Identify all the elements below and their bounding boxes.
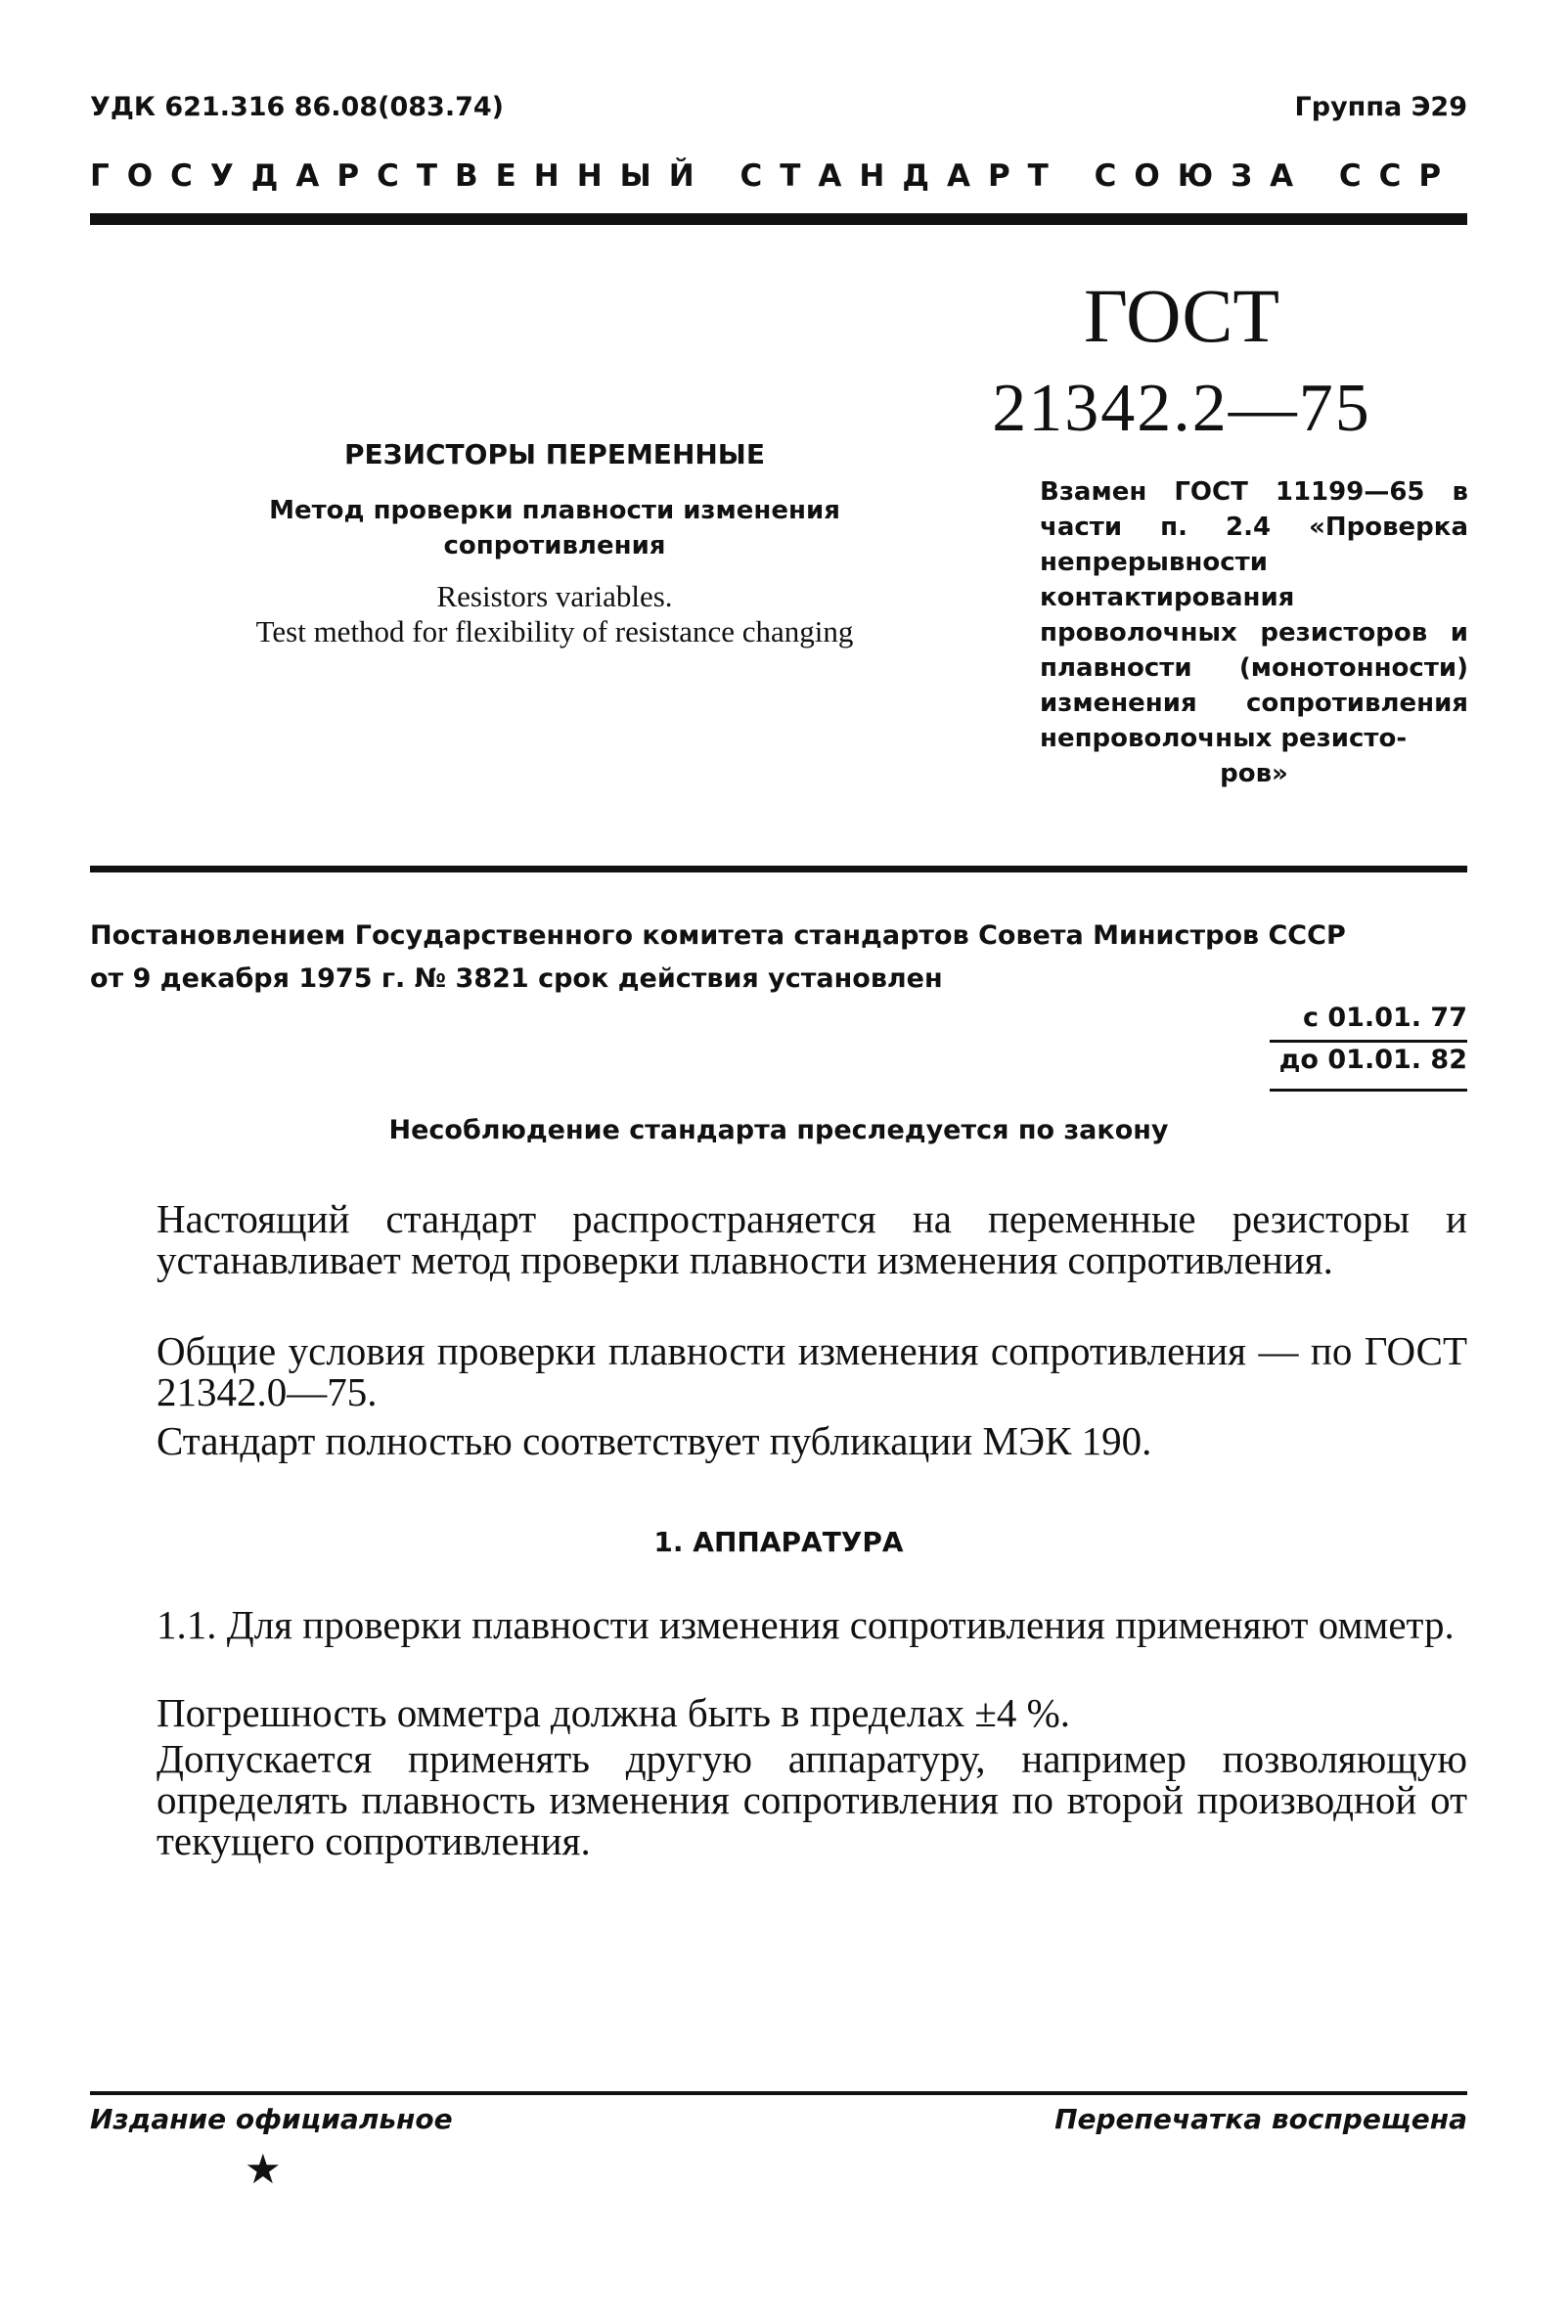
official-edition-label: Издание официальное — [90, 2103, 453, 2135]
gost-number: 21342.2—75 — [992, 371, 1371, 446]
section-paragraph-2: Погрешность омметра должна быть в пределах ±4 %. — [157, 1690, 1070, 1735]
reprint-prohibited-label: Перепечатка воспрещена — [1054, 2103, 1467, 2135]
gost-label: ГОСТ — [1083, 273, 1280, 358]
state-standard-heading: ГОСУДАРСТВЕННЫЙ СТАНДАРТ СОЮЗА ССР — [90, 158, 1459, 194]
footer-rule — [90, 2091, 1467, 2095]
decree-line-2: от 9 декабря 1975 г. № 3821 срок действия установлен — [90, 963, 943, 994]
intro-paragraph-2: Общие условия проверки плавности изменения сопротивления — по ГОСТ 21342.0—75. — [157, 1328, 1467, 1414]
replaces-text-end: ров» — [1220, 759, 1288, 788]
header-rule — [90, 213, 1467, 225]
decree-block — [90, 915, 1467, 1001]
document-title: РЕЗИСТОРЫ ПЕРЕМЕННЫЕ — [344, 438, 765, 470]
star-icon: ★ — [245, 2148, 282, 2193]
section-divider — [90, 866, 1467, 872]
subtitle-line-1: Метод проверки плавности изменения — [269, 496, 840, 525]
english-title-line-1: Resistors variables. — [436, 579, 673, 613]
udk-code: УДК 621.316 86.08(083.74) — [90, 92, 504, 122]
section-paragraph-1: 1.1. Для проверки плавности изменения сопротивления применяют омметр. — [157, 1602, 1455, 1647]
section-paragraph-3: Допускается применять другую аппаратуру, например позволяющую определять плавность изменения сопротивления по второй производной от текущего сопротивления. — [157, 1736, 1467, 1863]
intro-paragraph-3: Стандарт полностью соответствует публикации МЭК 190. — [157, 1418, 1152, 1463]
document-subtitle — [90, 493, 1019, 563]
effective-to-date: до 01.01. 82 — [1278, 1045, 1467, 1075]
date-underline — [1270, 1089, 1467, 1092]
intro-paragraph-1: Настоящий стандарт распространяется на переменные резисторы и устанавливает метод проверки плавности изменения сопротивления. — [157, 1196, 1467, 1282]
replaces-text: Взамен ГОСТ 11199—65 в части п. 2.4 «Проверка непрерывности контактирования проволочных резисторов и плавности (монотонности) изменения сопротивления непроволочных резисто- — [1040, 477, 1468, 753]
group-code: Группа Э29 — [1294, 92, 1467, 122]
decree-line-1: Постановлением Государственного комитета стандартов Совета Министров СССР — [90, 920, 1346, 951]
replaces-note — [1040, 474, 1468, 791]
date-underline — [1270, 1040, 1467, 1043]
section-heading: 1. АППАРАТУРА — [653, 1526, 904, 1558]
english-title-line-2: Test method for flexibility of resistance changing — [255, 614, 854, 648]
legal-warning: Несоблюдение стандарта преследуется по закону — [388, 1115, 1169, 1145]
effective-from-date: с 01.01. 77 — [1302, 1003, 1467, 1033]
subtitle-line-2: сопротивления — [443, 531, 666, 560]
